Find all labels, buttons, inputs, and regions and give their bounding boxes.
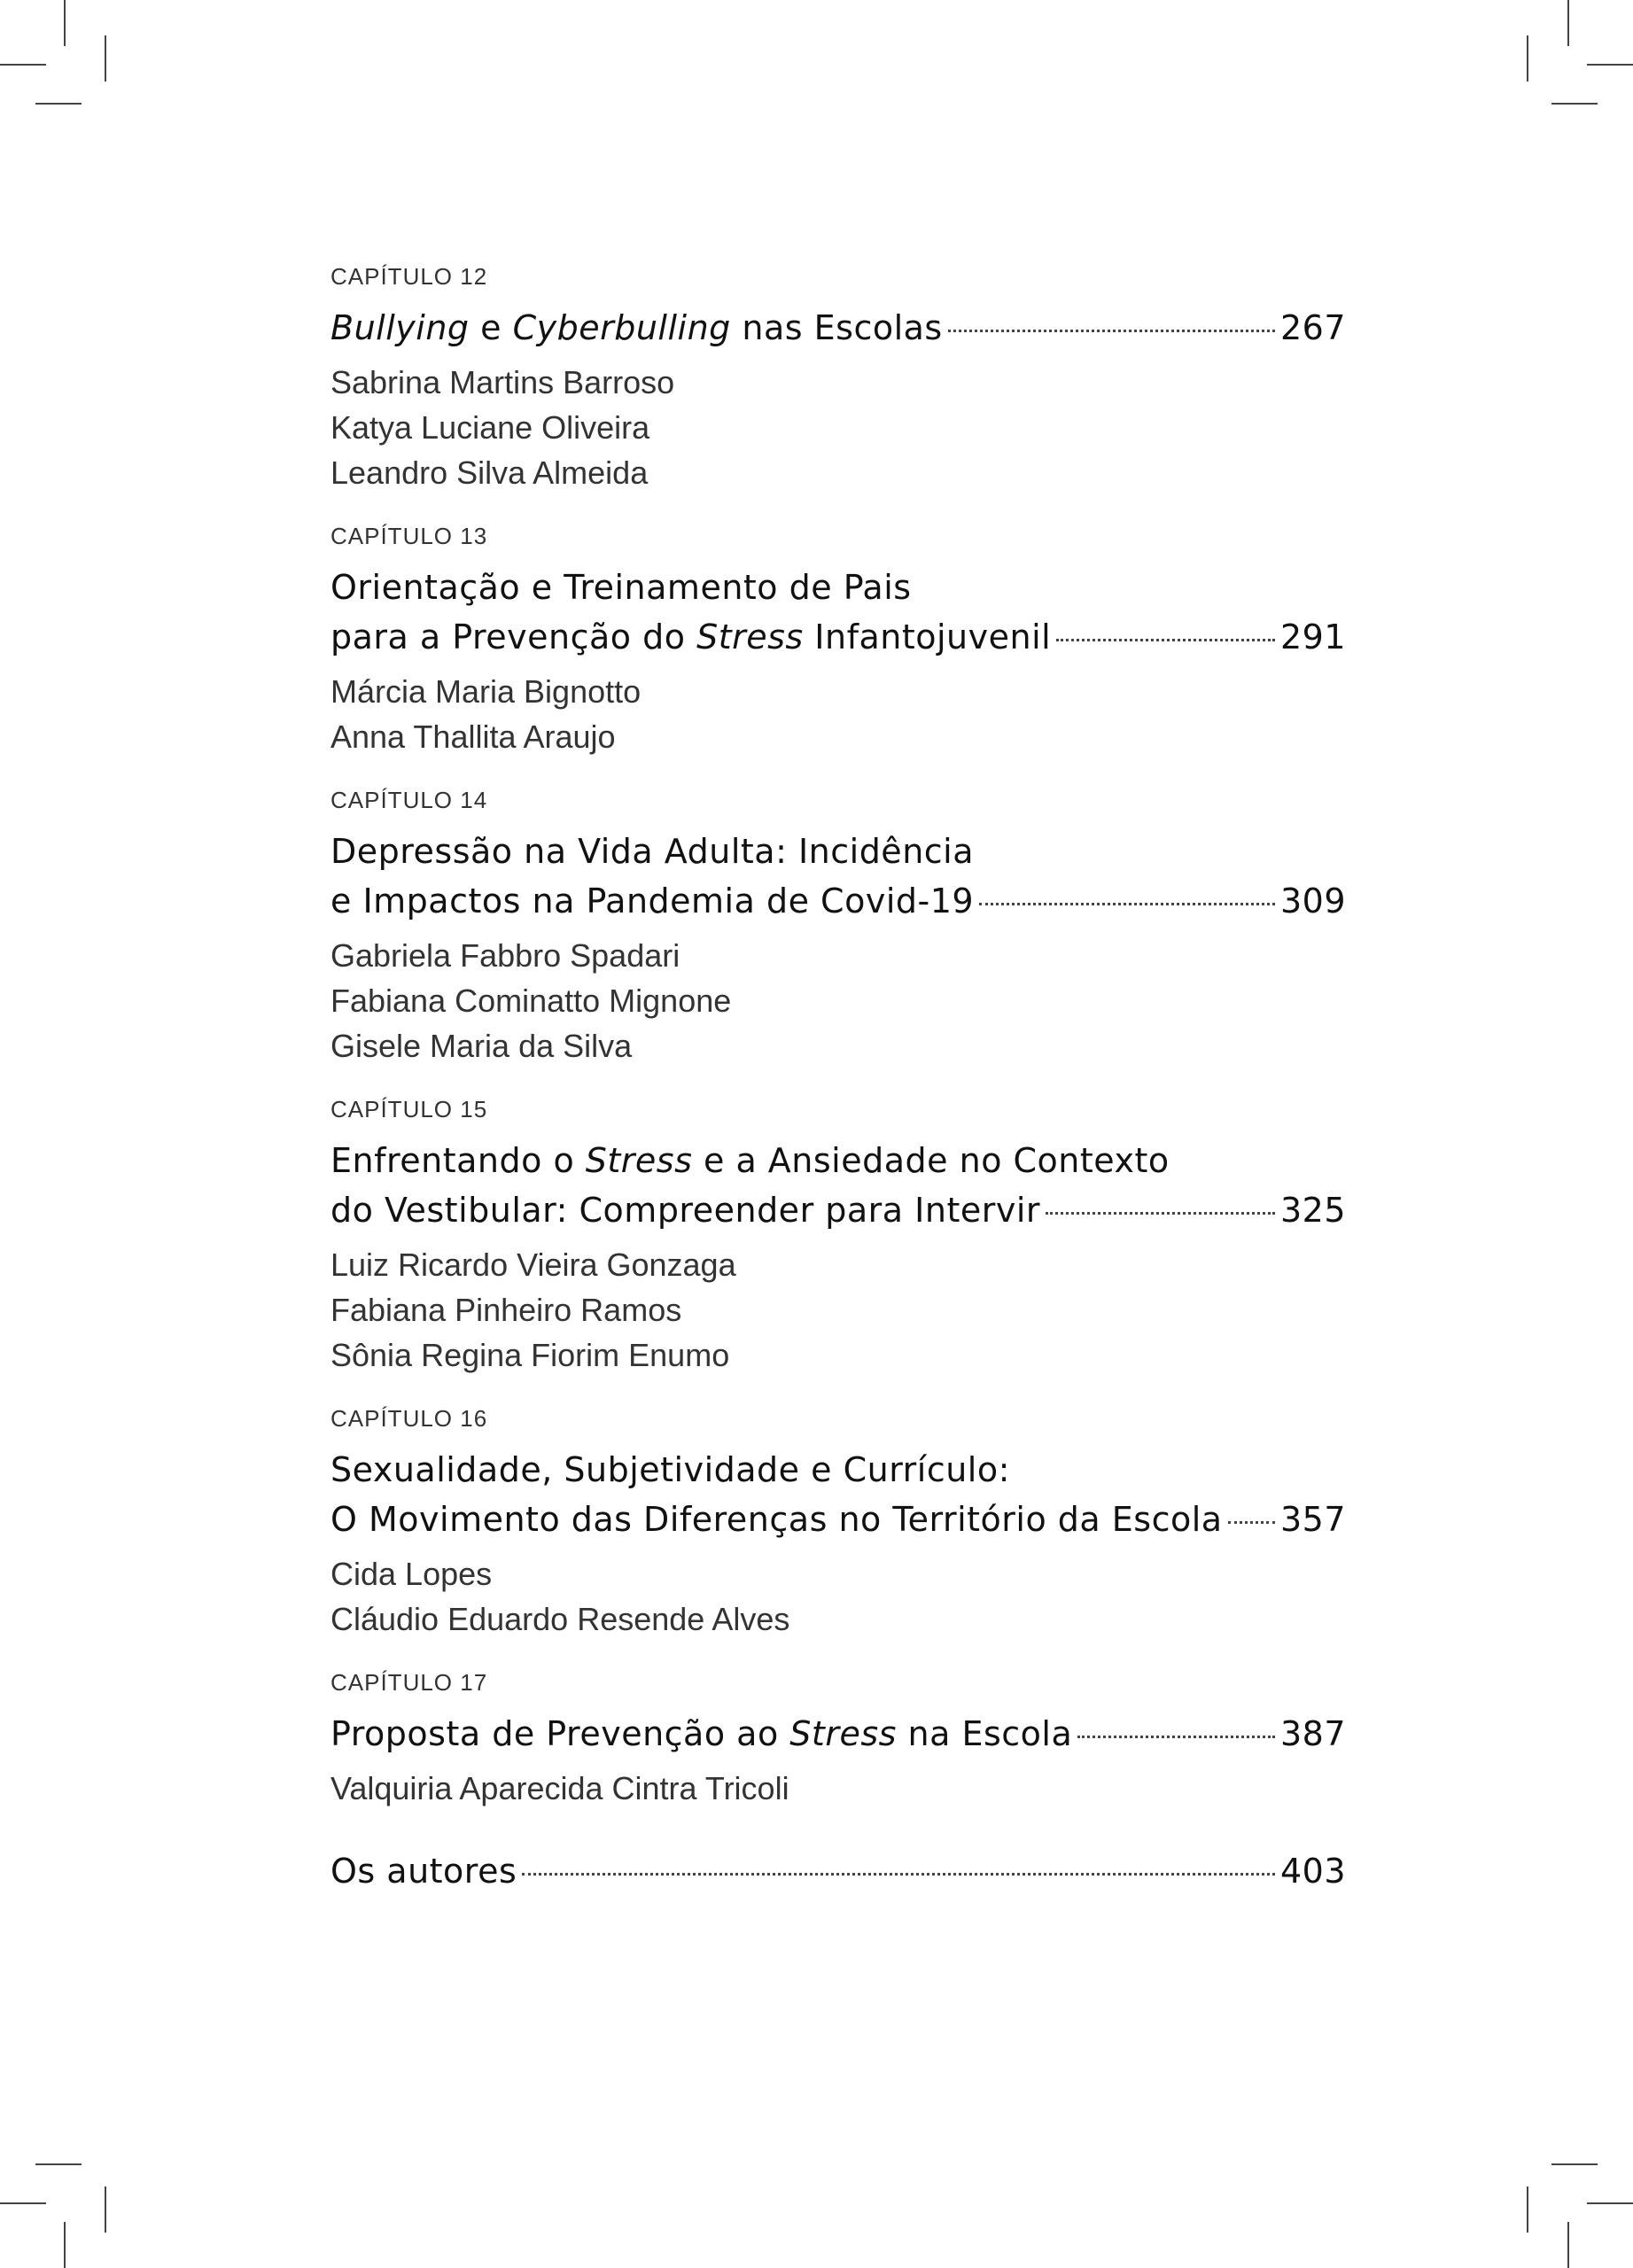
crop-mark: [1567, 2222, 1569, 2268]
dot-leader: [1046, 1212, 1275, 1215]
author: Sabrina Martins Barroso: [330, 364, 675, 400]
chapter-title-line[interactable]: Sexualidade, Subjetividade e Currículo:: [330, 1450, 1010, 1489]
author: Fabiana Cominatto Mignone: [330, 983, 732, 1019]
chapter-label: CAPÍTULO 12: [330, 263, 488, 290]
crop-mark: [1567, 0, 1569, 46]
chapter-title[interactable]: [330, 303, 1346, 353]
author: Leandro Silva Almeida: [330, 454, 649, 491]
title-text: Proposta de Prevenção ao: [330, 1714, 790, 1753]
author-list: [330, 360, 1346, 495]
chapter-entry: [330, 786, 1346, 1068]
title-italic: Stress: [789, 1714, 897, 1753]
page-number: 267: [1279, 308, 1346, 347]
author: Cláudio Eduardo Resende Alves: [330, 1601, 790, 1637]
dot-leader: [948, 330, 1275, 332]
author: Anna Thallita Araujo: [330, 718, 616, 755]
page-number: 291: [1279, 617, 1346, 656]
dot-leader: [979, 903, 1275, 905]
title-italic: Stress: [696, 617, 804, 656]
crop-mark: [35, 2163, 82, 2165]
crop-mark: [64, 0, 66, 46]
title-italic: Cyberbulling: [512, 308, 731, 347]
author-list: [330, 1766, 1346, 1811]
author: Luiz Ricardo Vieira Gonzaga: [330, 1247, 736, 1283]
title-text: Os autores: [330, 1852, 517, 1891]
chapter-title-line[interactable]: Orientação e Treinamento de Pais: [330, 568, 912, 607]
author: Valquiria Aparecida Cintra Tricoli: [330, 1770, 789, 1806]
chapter-title-line[interactable]: [330, 1136, 1346, 1185]
chapter-title[interactable]: [330, 1185, 1346, 1235]
crop-mark: [64, 2222, 66, 2268]
chapter-label: CAPÍTULO 13: [330, 523, 488, 549]
crop-mark: [35, 103, 82, 105]
page-number: 309: [1279, 882, 1346, 920]
chapter-label: CAPÍTULO 17: [330, 1669, 488, 1696]
crop-mark: [105, 2186, 106, 2233]
title-italic: Stress: [585, 1141, 693, 1180]
page-number: 357: [1279, 1500, 1346, 1539]
title-text: para a Prevenção do: [330, 617, 697, 656]
page-number: 387: [1279, 1714, 1346, 1753]
title-text: Enfrentando o: [330, 1141, 586, 1180]
crop-mark: [1551, 2163, 1598, 2165]
chapter-title[interactable]: [330, 612, 1346, 662]
authors-section-entry: [330, 1846, 1346, 1896]
table-of-contents: [330, 262, 1346, 1896]
crop-mark: [1587, 2202, 1633, 2204]
dot-leader: [1056, 639, 1275, 641]
title-text: e a Ansiedade no Contexto: [692, 1141, 1170, 1180]
crop-mark: [105, 35, 106, 82]
chapter-entry: [330, 1668, 1346, 1811]
crop-mark: [0, 2202, 46, 2204]
chapter-entry: [330, 1095, 1346, 1378]
author: Gisele Maria da Silva: [330, 1028, 633, 1064]
chapter-entry: [330, 1404, 1346, 1642]
author: Márcia Maria Bignotto: [330, 673, 642, 710]
title-text: e Impactos na Pandemia de Covid-19: [330, 882, 975, 920]
author: Sônia Regina Fiorim Enumo: [330, 1337, 730, 1373]
title-text: O Movimento das Diferenças no Território da Escola: [330, 1500, 1223, 1539]
author-list: [330, 1551, 1346, 1642]
chapter-entry: [330, 522, 1346, 759]
title-text: na Escola: [896, 1714, 1073, 1753]
page-number: 403: [1279, 1852, 1346, 1891]
author: Cida Lopes: [330, 1556, 493, 1592]
crop-mark: [0, 64, 46, 66]
chapter-title[interactable]: [330, 1495, 1346, 1544]
crop-mark: [1587, 64, 1633, 66]
crop-mark: [1527, 35, 1528, 82]
title-text: do Vestibular: Compreender para Intervir: [330, 1191, 1041, 1230]
crop-mark: [1551, 103, 1598, 105]
chapter-label: CAPÍTULO 14: [330, 787, 488, 813]
chapter-entry: [330, 262, 1346, 495]
dot-leader: [1228, 1521, 1275, 1524]
chapter-title[interactable]: [330, 1709, 1346, 1759]
title-text: nas Escolas: [730, 308, 943, 347]
author-list: [330, 1242, 1346, 1378]
title-text: e: [469, 308, 513, 347]
title-text: Infantojuvenil: [803, 617, 1052, 656]
dot-leader: [1077, 1736, 1275, 1738]
chapter-title-line[interactable]: Depressão na Vida Adulta: Incidência: [330, 832, 975, 871]
dot-leader: [522, 1873, 1275, 1876]
crop-mark: [1527, 2186, 1528, 2233]
chapter-title[interactable]: [330, 876, 1346, 926]
chapter-title[interactable]: [330, 1846, 1346, 1896]
author: Fabiana Pinheiro Ramos: [330, 1292, 682, 1328]
author-list: [330, 933, 1346, 1068]
author-list: [330, 669, 1346, 759]
author: Katya Luciane Oliveira: [330, 409, 650, 446]
page-number: 325: [1279, 1191, 1346, 1230]
author: Gabriela Fabbro Spadari: [330, 937, 680, 974]
chapter-label: CAPÍTULO 15: [330, 1096, 488, 1122]
chapter-label: CAPÍTULO 16: [330, 1405, 488, 1432]
title-italic: Bullying: [330, 308, 470, 347]
